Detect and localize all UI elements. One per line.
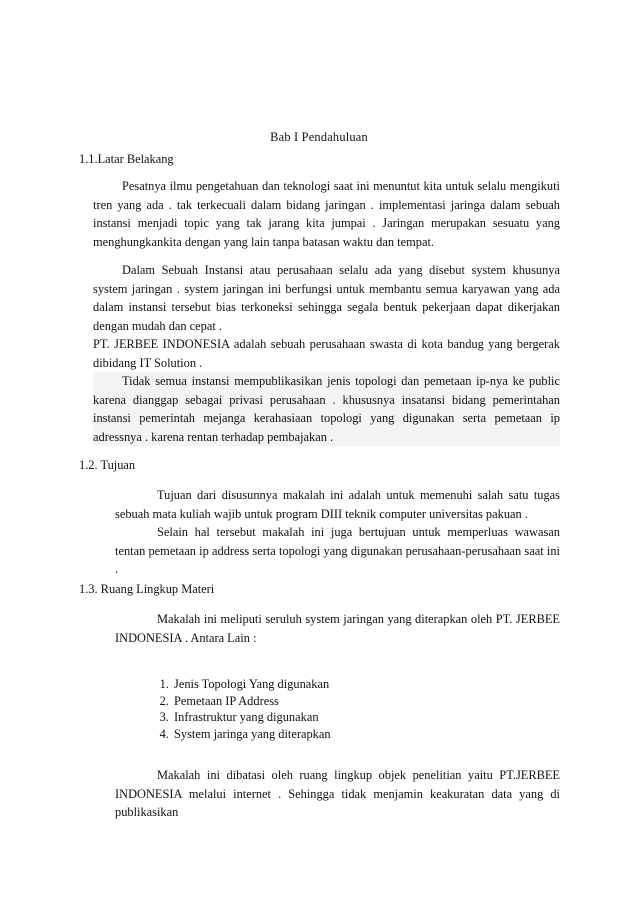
ruang-paragraph-2 [115,766,560,822]
ruang-p2-text: Makalah ini dibatasi oleh ruang lingkup objek penelitian yaitu PT.JERBEE INDONESIA melalui internet . Sehingga tidak menjamin keakuratan data yang di publikasikan [115,768,560,819]
section-heading-ruang-lingkup: 1.3. Ruang Lingkup Materi [79,582,215,596]
list-item: 1. Jenis Topologi Yang digunakan [172,676,331,693]
latar-paragraph-1 [93,177,560,251]
section-heading-tujuan: 1.2. Tujuan [79,458,136,472]
latar-p2-text: Dalam Sebuah Instansi atau perusahaan selalu ada yang disebut system khusunya system jaringan . system jaringan ini berfungsi untuk membantu semua karyawan yang ada dalam instansi tersebut bias terkoneksi sehingga segala bentuk pekerjaan dapat dikerjakan dengan mudah dan cepat . [93,263,560,333]
section-heading-latar-belakang: 1.1.Latar Belakang [79,152,174,166]
ruang-p1-text: Makalah ini meliputi seruluh system jaringan yang diterapkan oleh PT. JERBEE INDONESIA . Antara Lain : [115,612,560,645]
tujuan-p1-text: Tujuan dari disusunnya makalah ini adalah untuk memenuhi salah satu tugas sebuah mata kuliah wajib untuk program DIII teknik computer universitas pakuan . [115,488,560,521]
latar-p3-text: PT. JERBEE INDONESIA adalah sebuah perusahaan swasta di kota bandug yang bergerak dibidang IT Solution . [93,337,560,370]
tujuan-paragraphs [115,486,560,579]
list-item: 4. System jaringa yang diterapkan [172,726,331,743]
list-item: 3. Infrastruktur yang digunakan [172,709,331,726]
latar-p4-text: Tidak semua instansi mempublikasikan jenis topologi dan pemetaan ip-nya ke public karena dianggap sebagai privasi perusahaan . khususnya insatansi bidang pemerintahan instansi pemerintah mejanga kerahasiaan topologi yang digunakan serta pemetaan ip adressnya . karena rentan terhadap pembajakan . [93,372,560,446]
list-item: 2. Pemetaan IP Address [172,693,331,710]
ruang-paragraph-1 [115,610,560,647]
latar-paragraph-4 [93,372,560,446]
latar-p1-text: Pesatnya ilmu pengetahuan dan teknologi saat ini menuntut kita untuk selalu mengikuti tren yang ada . tak terkecuali dalam bidang jaringan . implementasi jaringa dalam sebuah instansi menjadi topic yang tak jarang kita jumpai . Jaringan merupakan sesuatu yang menghungkankita dengan yang lain tanpa batasan waktu dan tempat. [93,179,560,249]
scope-list [150,676,331,742]
latar-paragraph-2 [93,261,560,372]
tujuan-p2-text: Selain hal tersebut makalah ini juga bertujuan untuk memperluas wawasan tentan pemetaan ip address serta topologi yang digunakan perusahaan-perusahaan saat ini . [115,525,560,576]
chapter-title: Bab I Pendahuluan [270,130,368,144]
